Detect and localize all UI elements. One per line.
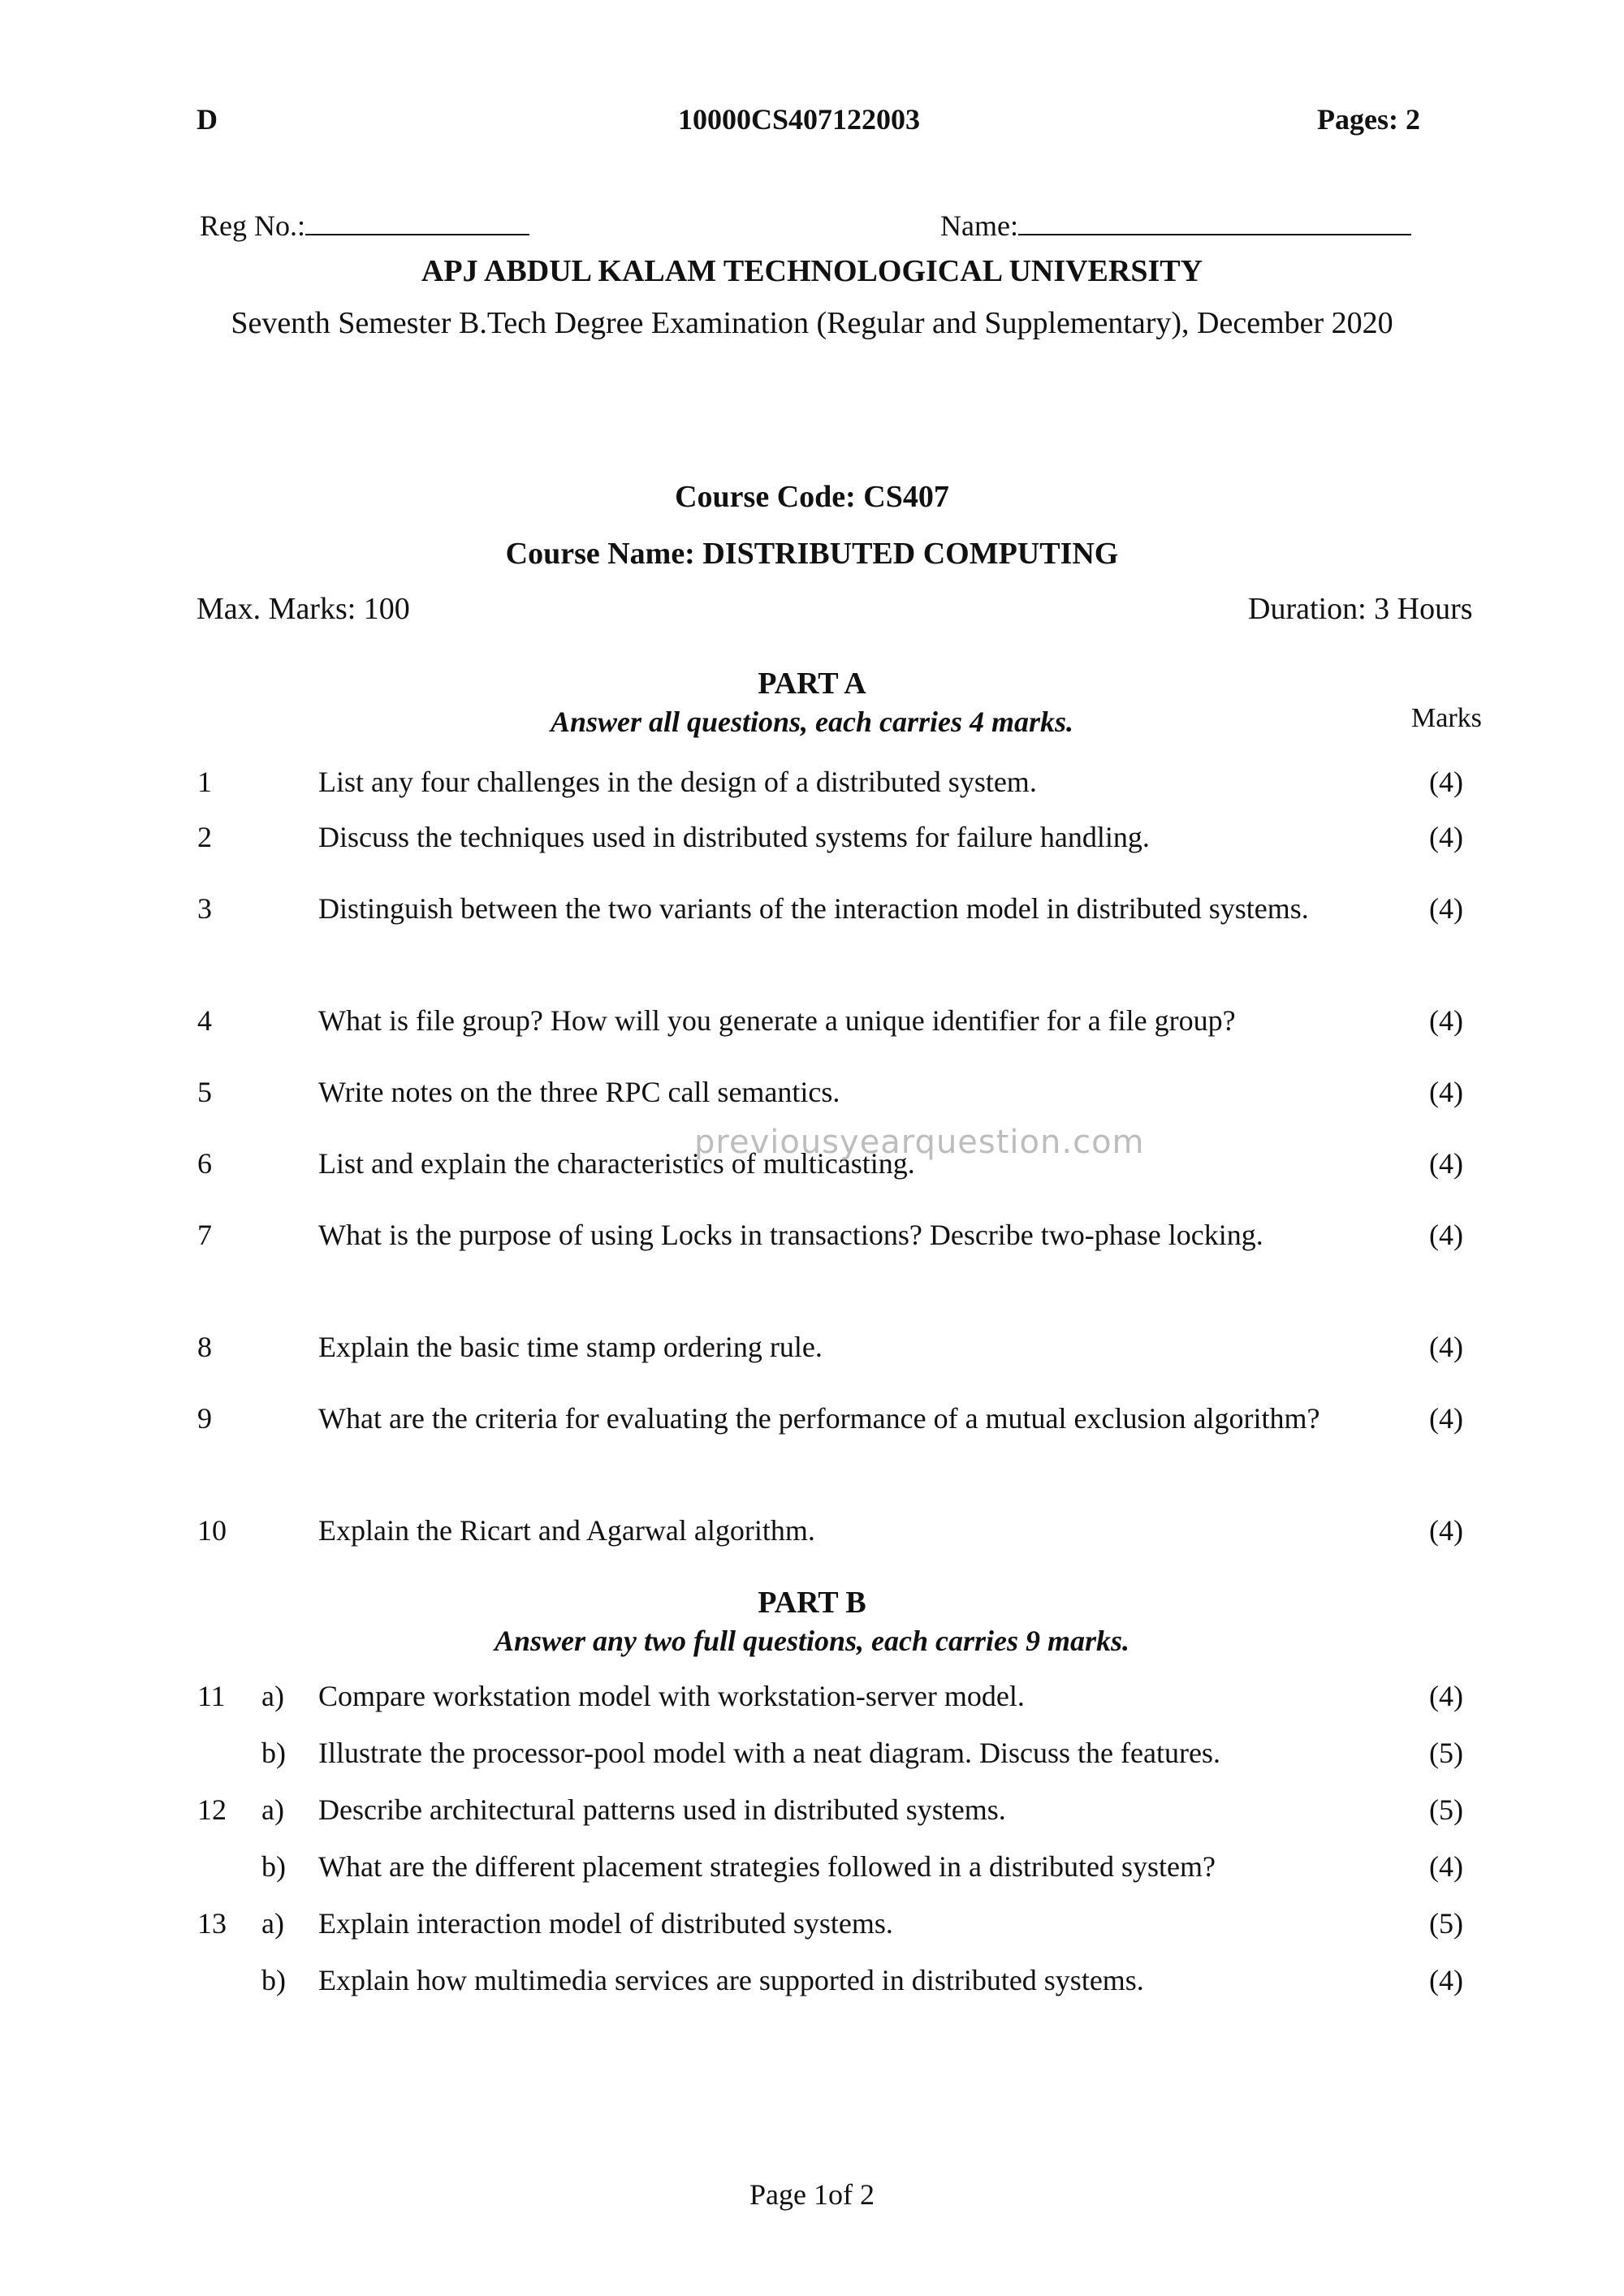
reg-no-blank (305, 206, 529, 235)
question-number: 3 (197, 892, 212, 925)
sub-question-label: b) (261, 1737, 286, 1769)
name-blank (1018, 206, 1411, 235)
question-number: 10 (197, 1514, 227, 1547)
question-marks: (5) (1429, 1737, 1463, 1769)
question-marks: (4) (1429, 1147, 1463, 1180)
question-text: What are the different placement strategies followed in a distributed system? (318, 1850, 1216, 1883)
question-number: 9 (197, 1402, 212, 1435)
question-marks: (5) (1429, 1793, 1463, 1826)
question-marks: (4) (1429, 1331, 1463, 1363)
question-number: 1 (197, 766, 212, 798)
sub-question-label: a) (261, 1907, 284, 1940)
sub-question-label: b) (261, 1850, 286, 1883)
question-number: 6 (197, 1147, 212, 1180)
question-number: 11 (197, 1680, 226, 1712)
part-a-title: PART A (758, 667, 866, 701)
watermark: previousyearquestion.com (694, 1124, 1145, 1161)
question-number: 13 (197, 1907, 227, 1940)
question-number: 8 (197, 1331, 212, 1363)
question-text: Explain interaction model of distributed systems. (318, 1907, 893, 1940)
question-marks: (4) (1429, 1680, 1463, 1712)
question-marks: (4) (1429, 1076, 1463, 1108)
sub-question-label: b) (261, 1964, 286, 1996)
question-marks: (4) (1429, 1964, 1463, 1996)
page-footer: Page 1of 2 (749, 2178, 875, 2211)
question-text: Compare workstation model with workstation-server model. (318, 1680, 1025, 1712)
duration: Duration: 3 Hours (1248, 592, 1473, 626)
question-text: What are the criteria for evaluating the performance of a mutual exclusion algorithm? (318, 1402, 1320, 1435)
reg-no-label: Reg No.: (200, 209, 305, 242)
question-text: What is the purpose of using Locks in transactions? Describe two-phase locking. (318, 1219, 1263, 1251)
question-marks: (4) (1429, 821, 1463, 853)
question-marks: (4) (1429, 1514, 1463, 1547)
part-a-instruction: Answer all questions, each carries 4 marks. (550, 706, 1074, 738)
question-marks: (4) (1429, 1219, 1463, 1251)
question-text: Explain the basic time stamp ordering rule. (318, 1331, 823, 1363)
page-count: Pages: 2 (1317, 103, 1420, 136)
question-number: 4 (197, 1004, 212, 1037)
question-text: Explain the Ricart and Agarwal algorithm. (318, 1514, 815, 1547)
marks-column-heading: Marks (1411, 703, 1482, 733)
question-text: Explain how multimedia services are supported in distributed systems. (318, 1964, 1144, 1996)
question-text: Distinguish between the two variants of the interaction model in distributed systems. (318, 892, 1309, 925)
question-number: 12 (197, 1793, 227, 1826)
name-label: Name: (940, 209, 1018, 242)
course-code: Course Code: CS407 (675, 480, 949, 514)
question-text: Write notes on the three RPC call semantics. (318, 1076, 840, 1108)
question-marks: (4) (1429, 1402, 1463, 1435)
question-number: 5 (197, 1076, 212, 1108)
paper-set: D (197, 103, 218, 136)
question-text: List any four challenges in the design of a distributed system. (318, 766, 1037, 798)
part-b-title: PART B (758, 1586, 866, 1620)
question-text: What is file group? How will you generate a unique identifier for a file group? (318, 1004, 1236, 1037)
name-field (940, 206, 1411, 243)
sub-question-label: a) (261, 1793, 284, 1826)
exam-title: Seventh Semester B.Tech Degree Examination (Regular and Supplementary), December 2020 (231, 306, 1393, 340)
question-marks: (4) (1429, 892, 1463, 925)
question-text: Discuss the techniques used in distributed systems for failure handling. (318, 821, 1150, 853)
reg-no-field (200, 206, 529, 243)
sub-question-label: a) (261, 1680, 284, 1712)
max-marks: Max. Marks: 100 (197, 592, 410, 626)
course-name: Course Name: DISTRIBUTED COMPUTING (505, 537, 1119, 571)
question-marks: (4) (1429, 1850, 1463, 1883)
question-number: 7 (197, 1219, 212, 1251)
paper-code: 10000CS407122003 (678, 103, 921, 136)
question-text: Describe architectural patterns used in distributed systems. (318, 1793, 1006, 1826)
university-name: APJ ABDUL KALAM TECHNOLOGICAL UNIVERSITY (421, 254, 1203, 288)
question-marks: (5) (1429, 1907, 1463, 1940)
question-marks: (4) (1429, 766, 1463, 798)
question-text: List and explain the characteristics of multicasting. (318, 1147, 915, 1180)
question-text: Illustrate the processor-pool model with a neat diagram. Discuss the features. (318, 1737, 1220, 1769)
question-number: 2 (197, 821, 212, 853)
question-marks: (4) (1429, 1004, 1463, 1037)
part-b-instruction: Answer any two full questions, each carries 9 marks. (494, 1625, 1130, 1657)
